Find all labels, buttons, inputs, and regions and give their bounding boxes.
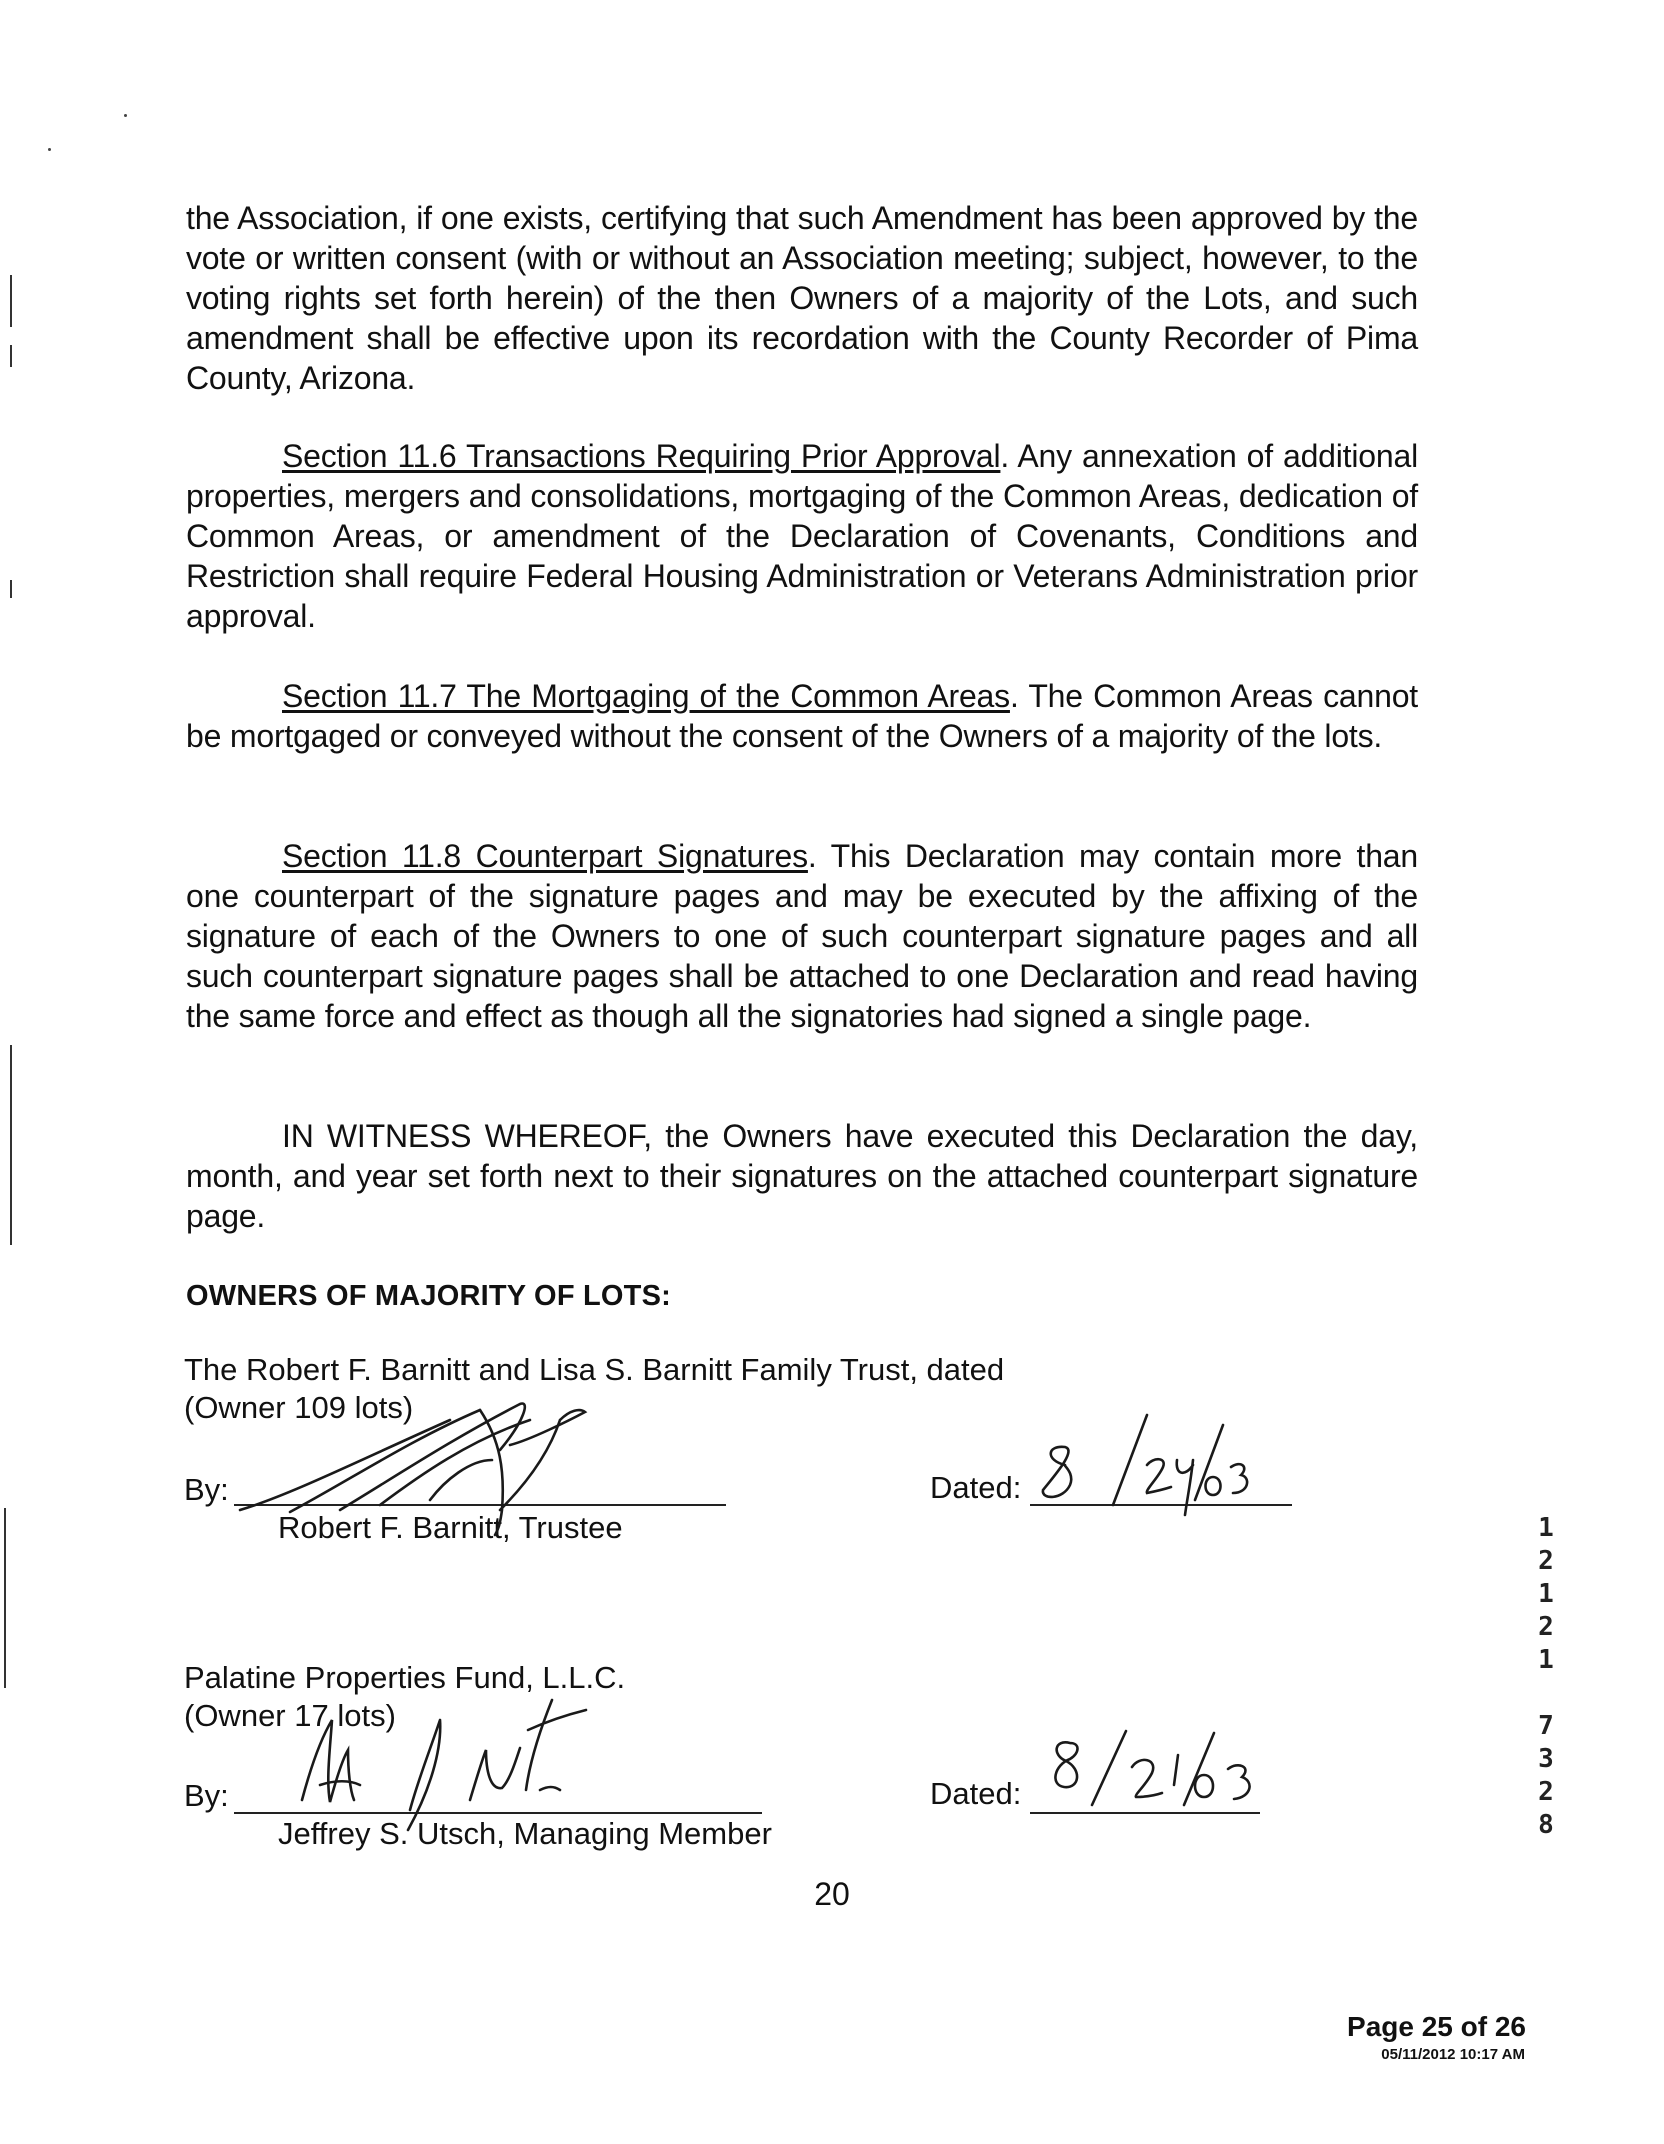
handwritten-date-utsch	[1040, 1725, 1260, 1825]
dated-label: Dated:	[930, 1776, 1022, 1811]
margin-change-bar	[10, 345, 12, 367]
by-label: By:	[184, 1472, 229, 1507]
paragraph-text: IN WITNESS WHEREOF, the Owners have executed this Declaration the day, month, and year set forth next to their signatures on the attached counterpart signature page.	[186, 1118, 1418, 1234]
scan-speck	[124, 114, 127, 117]
stamp-digit: 1	[1538, 1579, 1554, 1609]
owner-lots: (Owner 17 lots)	[184, 1698, 396, 1733]
paragraph-in-witness	[186, 1116, 1418, 1236]
stamp-gap	[1533, 1677, 1559, 1710]
paragraph-section-11-7	[186, 676, 1418, 756]
stamp-digit: 1	[1538, 1645, 1554, 1675]
handwritten-date-barnitt	[1035, 1405, 1255, 1525]
footer-page-count: Page 25 of 26	[1347, 2011, 1526, 2042]
handwritten-signature-utsch	[290, 1690, 590, 1840]
margin-change-bar	[10, 275, 12, 327]
section-heading: Section 11.6 Transactions Requiring Prior Approval	[282, 438, 1001, 474]
owners-heading: OWNERS OF MAJORITY OF LOTS:	[186, 1280, 671, 1312]
paragraph-association-amendment	[186, 198, 1418, 398]
by-label: By:	[184, 1778, 229, 1813]
handwritten-signature-barnitt	[230, 1400, 670, 1540]
entity-name: Palatine Properties Fund, L.L.C.	[184, 1660, 626, 1695]
signer-name: Robert F. Barnitt, Trustee	[278, 1510, 623, 1545]
recording-stamp	[1533, 1512, 1559, 1842]
signer-name: Jeffrey S. Utsch, Managing Member	[278, 1816, 772, 1851]
section-heading: Section 11.8 Counterpart Signatures	[282, 838, 808, 874]
page-number: 20	[814, 1876, 850, 1912]
stamp-digit: 1	[1538, 1513, 1554, 1543]
scan-speck	[48, 148, 51, 151]
paragraph-text: . The Common Areas cannot be mortgaged or conveyed without the consent of the Owners of a majority of the lots.	[186, 678, 1418, 754]
footer-timestamp: 05/11/2012 10:17 AM	[1381, 2046, 1525, 2063]
stamp-digit: 2	[1538, 1777, 1554, 1807]
owner-lots: (Owner 109 lots)	[184, 1390, 414, 1425]
stamp-digit: 2	[1538, 1546, 1554, 1576]
paragraph-text: the Association, if one exists, certifying that such Amendment has been approved by the vote or written consent (with or without an Association meeting; subject, however, to the voting rights set forth herein) of the then Owners of a majority of the Lots, and such amendment shall be effective upon its recordation with the County Recorder of Pima County, Arizona.	[186, 200, 1418, 396]
margin-change-bar	[4, 1508, 6, 1688]
margin-change-bar	[10, 580, 12, 598]
stamp-digit: 7	[1538, 1711, 1554, 1741]
stamp-digit: 2	[1538, 1612, 1554, 1642]
paragraph-text: . This Declaration may contain more than one counterpart of the signature pages and may be executed by the affixing of the signature of each of the Owners to one of such counterpart signature pages and all such counterpart signature pages shall be attached to one Declaration and read having the same force and effect as though all the signatories had signed a single page.	[186, 838, 1418, 1034]
section-heading: Section 11.7 The Mortgaging of the Common Areas	[282, 678, 1010, 714]
paragraph-section-11-6	[186, 436, 1418, 636]
margin-change-bar	[10, 1045, 12, 1245]
paragraph-text: . Any annexation of additional properties, mergers and consolidations, mortgaging of the Common Areas, dedication of Common Areas, or amendment of the Declaration of Covenants, Conditions and Restriction shall require Federal Housing Administration or Veterans Administration prior approval.	[186, 438, 1418, 634]
dated-label: Dated:	[930, 1470, 1022, 1505]
paragraph-section-11-8	[186, 836, 1418, 1036]
stamp-digit: 3	[1538, 1744, 1554, 1774]
stamp-digit: 8	[1538, 1810, 1554, 1840]
entity-name: The Robert F. Barnitt and Lisa S. Barnitt Family Trust, dated	[184, 1352, 1005, 1387]
